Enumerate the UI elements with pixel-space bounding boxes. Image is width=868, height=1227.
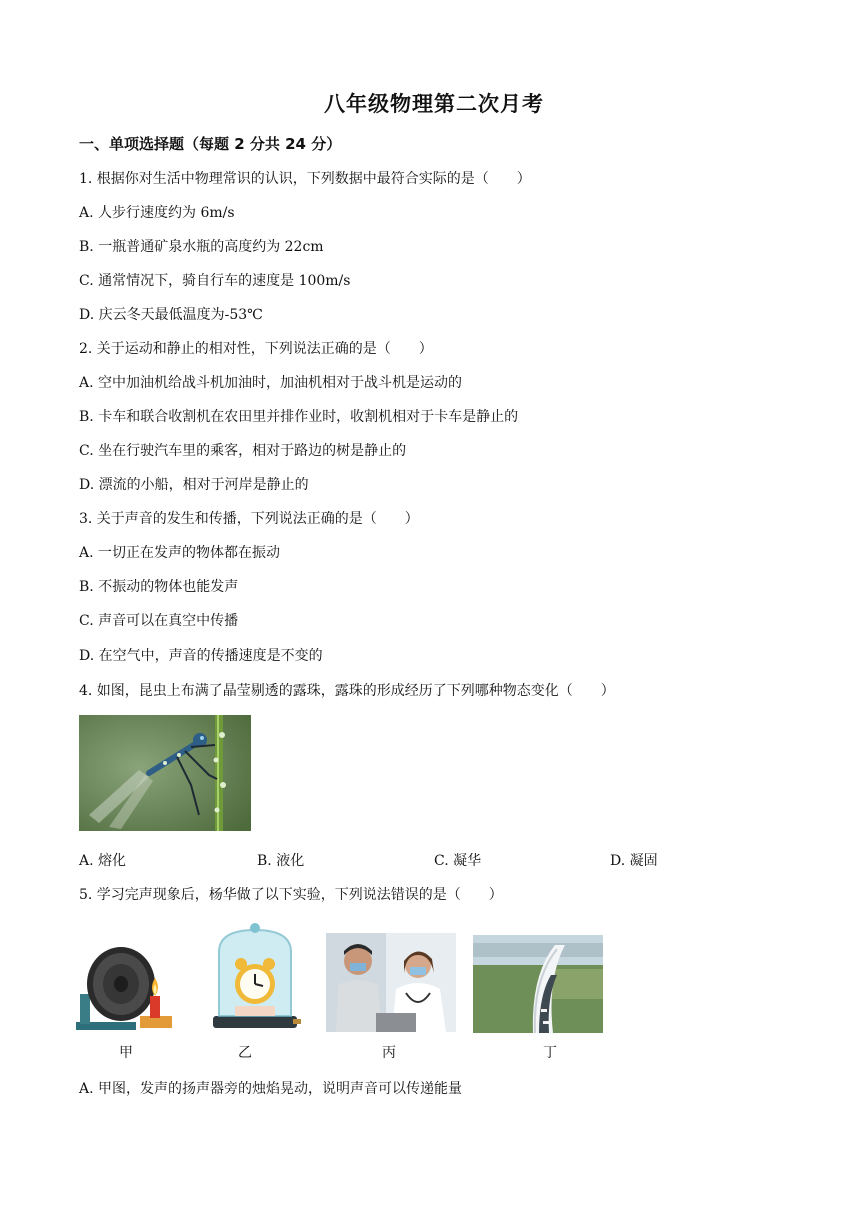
question-1-option-d: D. 庆云冬天最低温度为-53℃ (79, 307, 263, 323)
question-4-stem: 4. 如图，昆虫上布满了晶莹剔透的露珠，露珠的形成经历了下列哪种物态变化（ ） (79, 683, 615, 699)
figure-label-ding: 丁 (543, 1045, 557, 1061)
question-1-option-c: C. 通常情况下，骑自行车的速度是 100m/s (79, 273, 351, 289)
question-5-option-a: A. 甲图，发声的扬声器旁的烛焰晃动，说明声音可以传递能量 (79, 1081, 463, 1097)
question-2-option-d: D. 漂流的小船，相对于河岸是静止的 (79, 477, 309, 493)
speaker-icon (76, 944, 176, 1034)
question-4-option-d: D. 凝固 (610, 853, 658, 869)
dragonfly-photo (79, 715, 251, 831)
question-4-option-c: C. 凝华 (434, 853, 482, 869)
question-5-stem: 5. 学习完声现象后，杨华做了以下实验，下列说法错误的是（ ） (79, 887, 503, 903)
question-4-option-a: A. 熔化 (79, 853, 127, 869)
question-3-option-c: C. 声音可以在真空中传播 (79, 613, 239, 629)
section-heading: 一、单项选择题（每题 2 分共 24 分） (79, 135, 342, 153)
doctor-icon (326, 933, 456, 1032)
doctor-photo (326, 933, 456, 1032)
question-1-stem: 1. 根据你对生活中物理常识的认识，下列数据中最符合实际的是（ ） (79, 171, 531, 187)
tunnel-photo (473, 935, 603, 1033)
question-2-option-a: A. 空中加油机给战斗机加油时，加油机相对于战斗机是运动的 (79, 375, 463, 391)
dragonfly-icon (79, 715, 251, 831)
question-3-option-b: B. 不振动的物体也能发声 (79, 579, 239, 595)
question-3-option-d: D. 在空气中，声音的传播速度是不变的 (79, 648, 323, 664)
question-4-option-b: B. 液化 (257, 853, 305, 869)
speaker-figure (76, 944, 176, 1034)
question-2-stem: 2. 关于运动和静止的相对性，下列说法正确的是（ ） (79, 341, 433, 357)
question-1-option-a: A. 人步行速度约为 6m/s (79, 205, 235, 221)
figure-label-jia: 甲 (119, 1045, 133, 1061)
page-title: 八年级物理第二次月考 (324, 92, 544, 116)
question-2-option-b: B. 卡车和联合收割机在农田里并排作业时，收割机相对于卡车是静止的 (79, 409, 519, 425)
bell-jar-icon (209, 922, 301, 1034)
figure-label-yi: 乙 (238, 1045, 252, 1061)
bell-jar-figure (209, 922, 301, 1034)
question-3-option-a: A. 一切正在发声的物体都在振动 (79, 545, 281, 561)
question-3-stem: 3. 关于声音的发生和传播，下列说法正确的是（ ） (79, 511, 419, 527)
tunnel-icon (473, 935, 603, 1033)
figure-label-bing: 丙 (382, 1045, 396, 1061)
question-2-option-c: C. 坐在行驶汽车里的乘客，相对于路边的树是静止的 (79, 443, 407, 459)
question-1-option-b: B. 一瓶普通矿泉水瓶的高度约为 22cm (79, 239, 324, 255)
question-4-options (79, 850, 679, 870)
